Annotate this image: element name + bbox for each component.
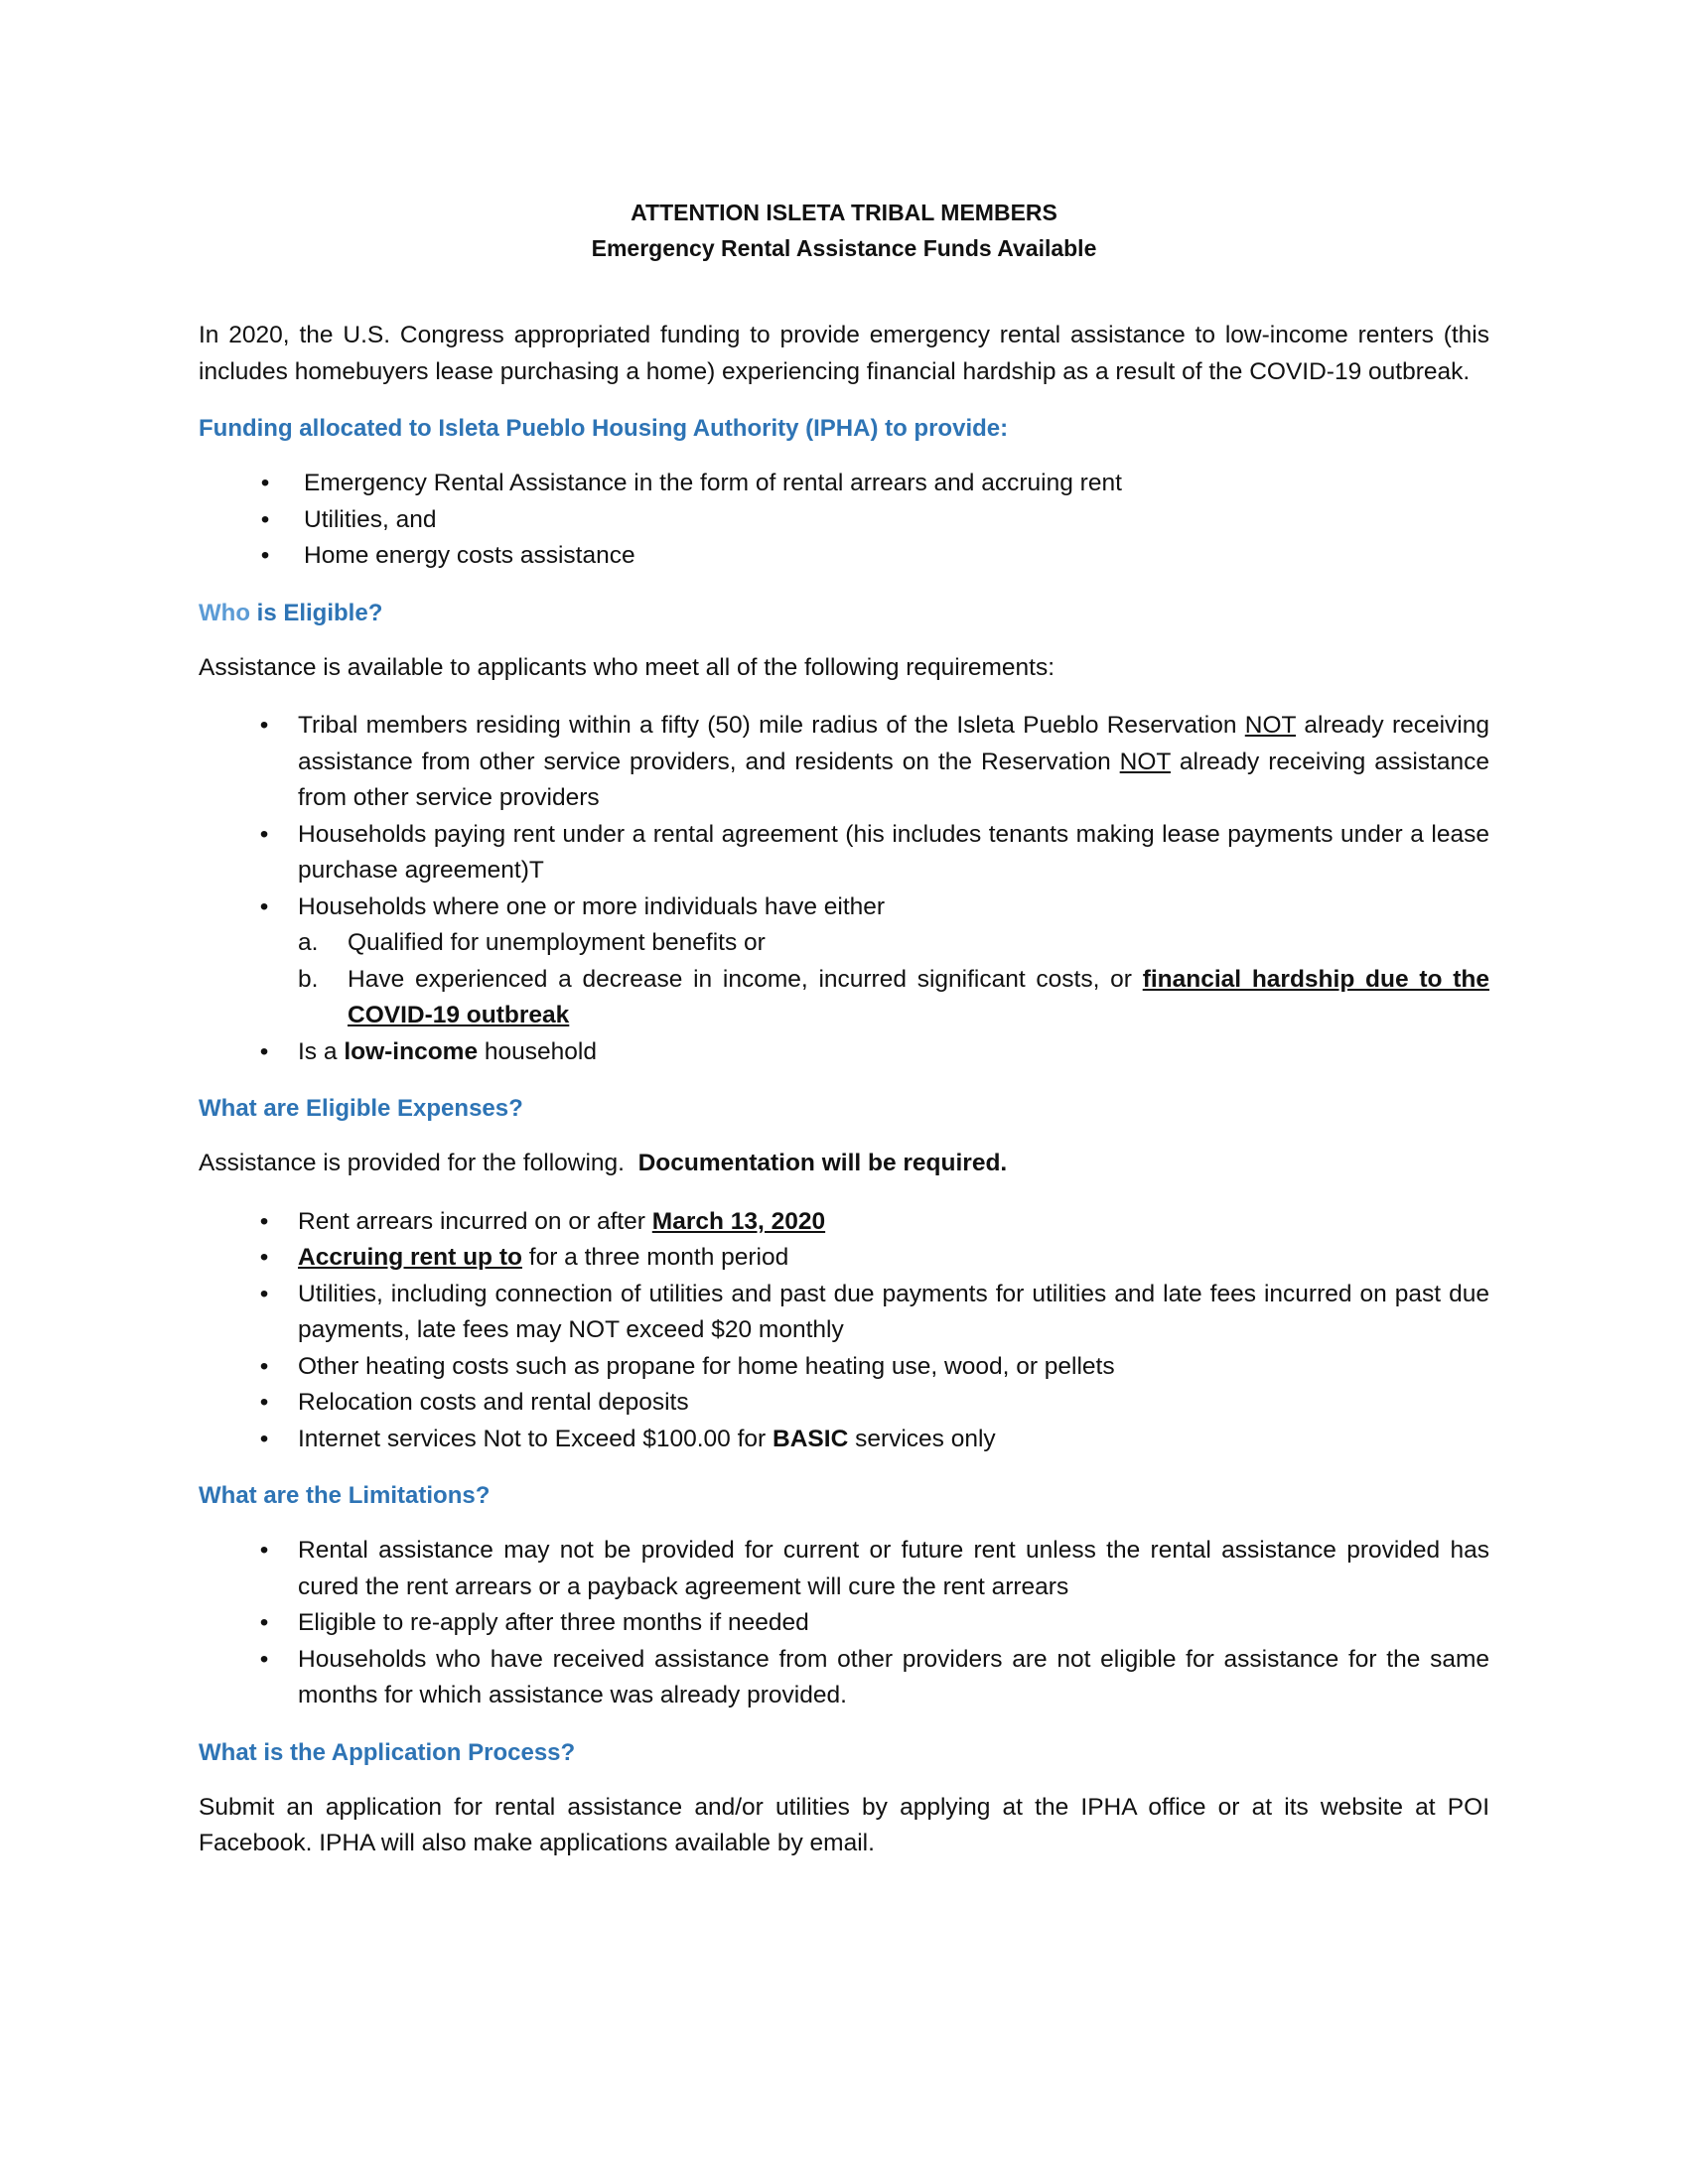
bullet-icon: • [259, 1352, 269, 1380]
funding-list [199, 466, 1489, 575]
title-block [199, 195, 1489, 266]
bullet-icon: • [259, 1280, 269, 1307]
list-item: • Tribal members residing within a fifty (50) mile radius of the Isleta Pueblo Reservation NOT already receiving assistance from other service providers, and residents on the Reservation NOT already receiving assistance from other service providers [298, 708, 1489, 817]
expenses-heading: What are Eligible Expenses? [199, 1095, 523, 1122]
bullet-icon: • [260, 542, 270, 569]
eligible-heading: Who is Eligible? [199, 599, 383, 626]
expenses-intro: Assistance is provided for the following. Documentation will be required. [199, 1150, 1008, 1176]
list-item: • Home energy costs assistance [304, 538, 1489, 575]
process-heading: What is the Application Process? [199, 1738, 576, 1766]
list-item: • Emergency Rental Assistance in the form of rental arrears and accruing rent [304, 466, 1489, 502]
process-paragraph: Submit an application for rental assistance and/or utilities by applying at the IPHA office or at its website at POI Facebook. IPHA will also make applications available by email. [199, 1793, 1489, 1856]
bullet-icon: • [259, 1537, 269, 1564]
list-item: • Utilities, including connection of utilities and past due payments for utilities and late fees incurred on past due payments, late fees may NOT exceed $20 monthly [298, 1277, 1489, 1349]
list-item: • Households paying rent under a rental agreement (his includes tenants making lease payments under a lease purchase agreement)T [298, 817, 1489, 889]
expenses-list [199, 1204, 1489, 1458]
page-subtitle: Emergency Rental Assistance Funds Available [591, 235, 1097, 261]
list-item: • Other heating costs such as propane for home heating use, wood, or pellets [298, 1349, 1489, 1386]
sub-list [298, 925, 1489, 1034]
bullet-icon: • [259, 820, 269, 848]
bullet-icon: • [259, 1609, 269, 1636]
eligible-intro: Assistance is available to applicants who meet all of the following requirements: [199, 653, 1055, 681]
intro-paragraph: In 2020, the U.S. Congress appropriated funding to provide emergency rental assistance to low-income renters (this includes homebuyers lease purchasing a home) experiencing financial hardship as a result of the COVID-19 outbreak. [199, 322, 1489, 385]
limitations-heading: What are the Limitations? [199, 1482, 491, 1509]
bullet-icon: • [259, 1244, 269, 1271]
bullet-icon: • [260, 470, 270, 496]
sub-list-item: b. Have experienced a decrease in income, incurred significant costs, or financial hardship due to the COVID-19 outbreak [298, 965, 1489, 1028]
list-item: • Households who have received assistance from other providers are not eligible for assistance for the same months for which assistance was already provided. [298, 1642, 1489, 1714]
bullet-icon: • [260, 505, 270, 533]
funding-heading: Funding allocated to Isleta Pueblo Housing Authority (IPHA) to provide: [199, 415, 1009, 442]
list-item: • Internet services Not to Exceed $100.00 for BASIC services only [298, 1422, 1489, 1458]
list-item: • Rent arrears incurred on or after March 13, 2020 [298, 1204, 1489, 1241]
limitations-list [199, 1533, 1489, 1714]
sub-list-item: a. Qualified for unemployment benefits or [298, 929, 766, 956]
bullet-icon: • [259, 1389, 269, 1416]
list-item: • Is a low-income household [298, 1034, 1489, 1071]
bullet-icon: • [259, 1425, 269, 1452]
document-page [199, 195, 1489, 1884]
list-item: • Relocation costs and rental deposits [298, 1385, 1489, 1422]
bullet-icon: • [259, 712, 269, 739]
eligible-list [199, 708, 1489, 1070]
page-title: ATTENTION ISLETA TRIBAL MEMBERS [631, 200, 1057, 225]
list-item: • Eligible to re-apply after three months if needed [298, 1605, 1489, 1642]
bullet-icon: • [259, 892, 269, 920]
list-item: • Accruing rent up to for a three month period [298, 1240, 1489, 1277]
list-item: • Utilities, and [304, 502, 1489, 539]
list-item: • Households where one or more individuals have either a. Qualified for unemployment benefits or b. Have experienced a decrease in income, incurred significant costs, or financial hardship due to the COVID-19 outbreak [298, 889, 1489, 1034]
bullet-icon: • [259, 1207, 269, 1235]
list-item: • Rental assistance may not be provided for current or future rent unless the rental assistance provided has cured the rent arrears or a payback agreement will cure the rent arrears [298, 1533, 1489, 1605]
bullet-icon: • [259, 1037, 269, 1065]
bullet-icon: • [259, 1645, 269, 1673]
